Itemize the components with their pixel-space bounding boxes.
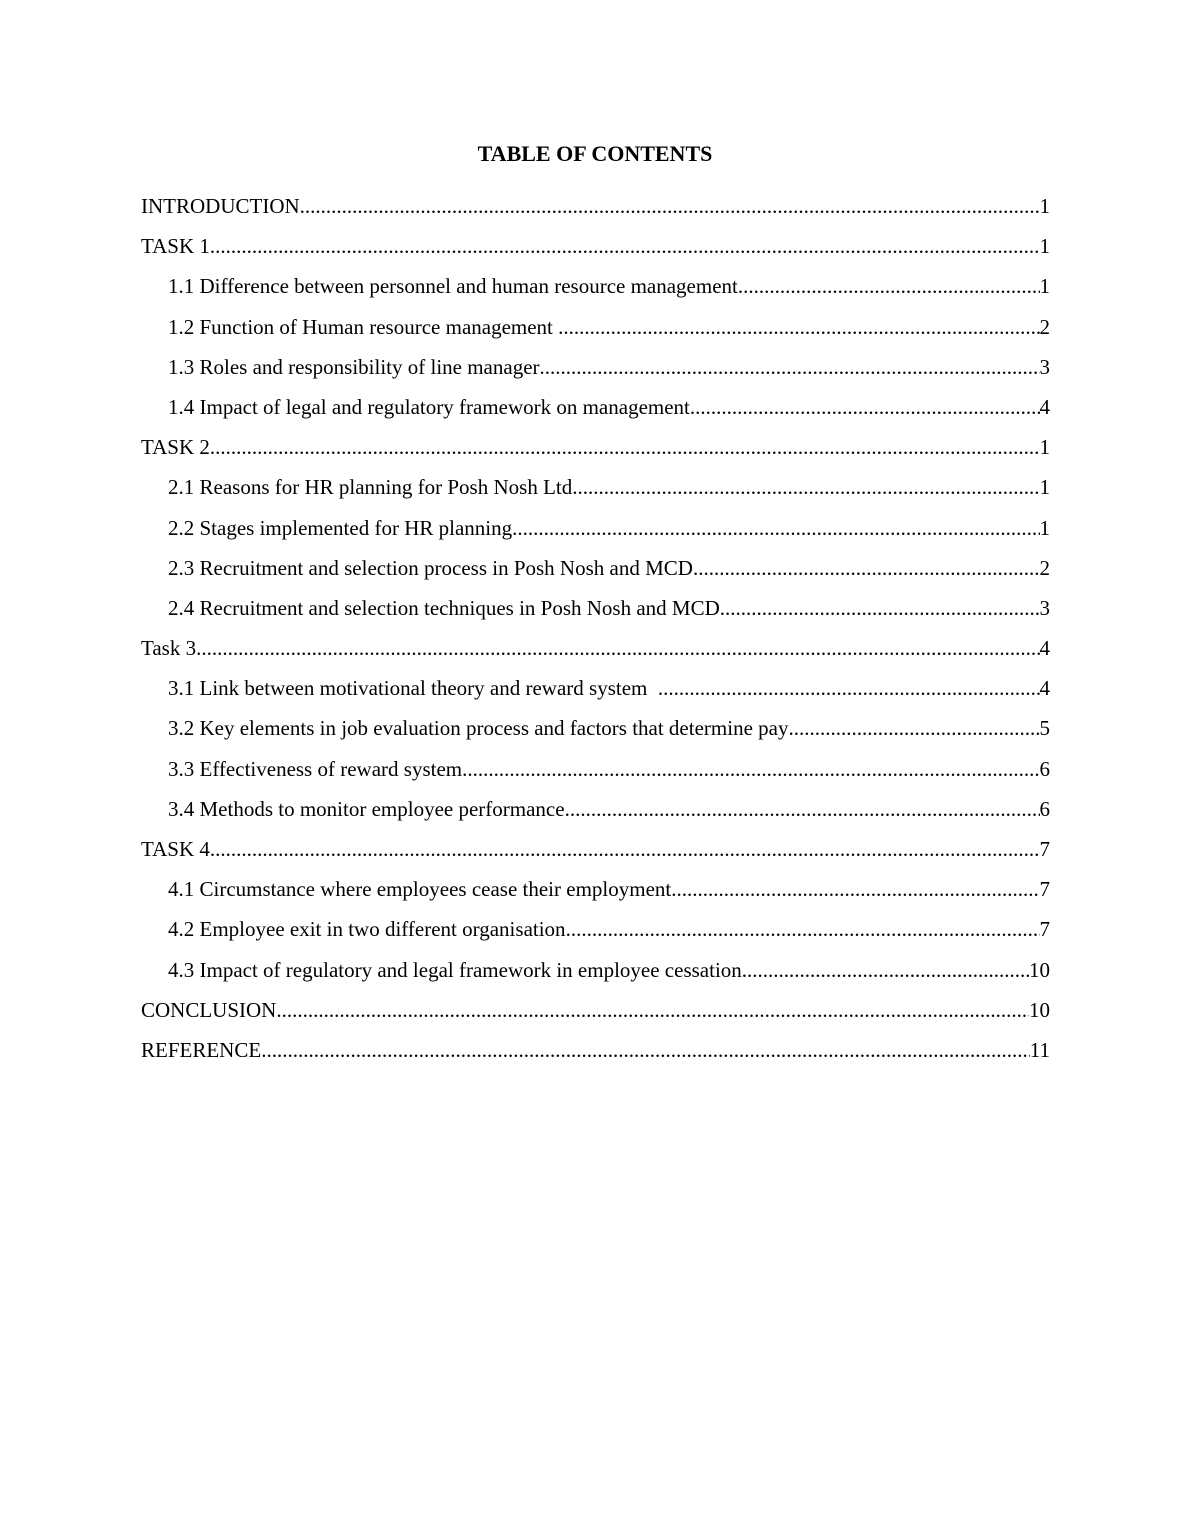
toc-entry-reference[interactable] [141,1035,1050,1075]
toc-entry-text: CONCLUSION [141,997,277,1022]
toc-entry-text: 3.2 Key elements in job evaluation process and factors that determine pay [168,716,789,741]
dot-leader [540,352,1040,382]
toc-entry-task-4[interactable] [141,834,1050,874]
dot-leader [210,432,1040,462]
toc-entry-4-2[interactable] [141,914,1050,954]
toc-entry-text: 4.1 Circumstance where employees cease their employment [168,877,672,902]
toc-entry-text: 4.2 Employee exit in two different organisation [168,917,566,942]
dot-leader [558,312,1039,342]
toc-entry-task-2[interactable] [141,432,1050,472]
dot-leader [276,995,1029,1025]
toc-entry-text: 3.3 Effectiveness of reward system [168,756,463,781]
toc-entry-page: 2 [1039,314,1050,339]
toc-entry-text: Task 3 [141,636,197,661]
dot-leader [512,513,1039,543]
dot-leader [565,794,1040,824]
toc-entry-page: 10 [1029,997,1050,1022]
toc-entry-text: TASK 1 [141,234,210,259]
dot-leader [671,874,1039,904]
toc-entry-conclusion[interactable] [141,995,1050,1035]
toc-entry-page: 1 [1039,435,1050,460]
toc-entry-4-3[interactable] [141,955,1050,995]
toc-entry-text: 4.3 Impact of regulatory and legal framework in employee cessation [168,957,742,982]
toc-entry-1-2[interactable] [141,312,1050,352]
toc-entry-1-3[interactable] [141,352,1050,392]
toc-entry-text: INTRODUCTION [141,194,300,218]
toc-entry-text: 3.1 Link between motivational theory and reward system [168,676,658,701]
dot-leader [261,1035,1030,1065]
toc-entry-page: 7 [1039,877,1050,902]
toc-entry-page: 2 [1039,555,1050,580]
toc-entry-4-1[interactable] [141,874,1050,914]
toc-entry-page: 7 [1039,917,1050,942]
toc-entry-page: 10 [1029,957,1050,982]
dot-leader [720,593,1040,623]
dot-leader [300,191,1040,221]
toc-entry-3-4[interactable] [141,794,1050,834]
toc-entry-task-1[interactable] [141,231,1050,271]
toc-entry-1-4[interactable] [141,392,1050,432]
toc-entry-text: TASK 2 [141,435,210,460]
toc-entry-page: 4 [1039,636,1050,661]
toc-entry-text: 2.2 Stages implemented for HR planning [168,515,513,540]
dot-leader [566,914,1040,944]
toc-entry-page: 6 [1039,796,1050,821]
dot-leader [693,553,1040,583]
toc-entry-page: 3 [1039,595,1050,620]
toc-entry-2-4[interactable] [141,593,1050,633]
toc-entry-text: 2.4 Recruitment and selection techniques in Posh Nosh and MCD [168,595,720,620]
toc-entry-page: 1 [1039,234,1050,259]
toc-entry-3-2[interactable] [141,713,1050,753]
toc-entry-text: REFERENCE [141,1037,262,1062]
dot-leader [210,834,1040,864]
toc-entry-page: 7 [1039,837,1050,861]
dot-leader [788,713,1039,743]
toc-entry-task-3[interactable] [141,633,1050,673]
toc-entry-2-3[interactable] [141,553,1050,593]
dot-leader [462,754,1039,784]
toc-entry-text: 2.1 Reasons for HR planning for Posh Nosh Ltd [168,475,573,500]
toc-entry-text: 1.3 Roles and responsibility of line manager [168,354,540,379]
toc-entry-text: 1.1 Difference between personnel and human resource management [168,274,738,299]
toc-entry-page: 4 [1039,676,1050,701]
toc-entry-2-2[interactable] [141,513,1050,553]
dot-leader [572,472,1039,502]
toc-entry-3-1[interactable] [141,673,1050,713]
toc-entry-page: 5 [1039,716,1050,741]
toc-list [141,191,1050,1075]
toc-entry-page: 3 [1039,354,1050,379]
toc-entry-page: 1 [1039,194,1050,218]
toc-entry-page: 1 [1039,274,1050,299]
toc-entry-text: 2.3 Recruitment and selection process in Posh Nosh and MCD [168,555,693,580]
toc-title: TABLE OF CONTENTS [477,141,713,166]
toc-entry-page: 11 [1029,1037,1050,1062]
dot-leader [742,955,1029,985]
toc-entry-3-3[interactable] [141,754,1050,794]
dot-leader [658,673,1040,703]
toc-entry-page: 6 [1039,756,1050,781]
toc-entry-page: 1 [1039,515,1050,540]
dot-leader [738,271,1040,301]
dot-leader [690,392,1040,422]
toc-entry-text: 1.4 Impact of legal and regulatory framework on management [168,394,690,419]
toc-entry-2-1[interactable] [141,472,1050,512]
toc-entry-page: 1 [1039,475,1050,500]
toc-entry-introduction[interactable] [141,191,1050,231]
dot-leader [196,633,1039,663]
toc-entry-1-1[interactable] [141,271,1050,311]
toc-entry-text: 1.2 Function of Human resource management [168,314,559,339]
toc-entry-page: 4 [1039,394,1050,419]
toc-entry-text: 3.4 Methods to monitor employee performance [168,796,565,821]
dot-leader [210,231,1040,261]
toc-entry-text: TASK 4 [141,837,210,861]
